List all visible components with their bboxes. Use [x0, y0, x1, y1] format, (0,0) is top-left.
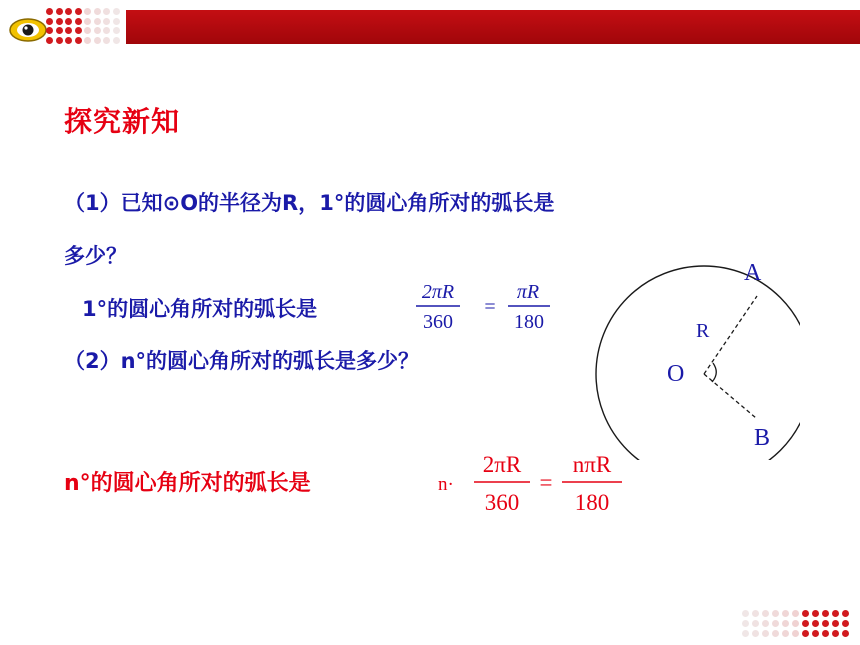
decorative-dot — [812, 610, 819, 617]
formula-2-numerator-1: 2πR — [482, 452, 522, 477]
decorative-dot — [752, 610, 759, 617]
decorative-dot — [113, 37, 120, 44]
decorative-dot — [65, 18, 72, 25]
angle-arc — [712, 363, 716, 382]
decorative-dot — [822, 620, 829, 627]
decorative-dot — [94, 8, 101, 15]
decorative-dot — [113, 27, 120, 34]
decorative-dot — [802, 620, 809, 627]
radius-to-b — [704, 374, 756, 418]
decorative-dot — [94, 27, 101, 34]
question-1-line-2: 多少？ — [64, 244, 127, 268]
decorative-dot — [742, 630, 749, 637]
decorative-dot — [772, 620, 779, 627]
decorative-dot — [103, 37, 110, 44]
decorative-dot — [842, 610, 849, 617]
decorative-dot — [782, 620, 789, 627]
decorative-dot — [46, 8, 53, 15]
decorative-dot — [75, 27, 82, 34]
decorative-dot — [56, 18, 63, 25]
decorative-dot — [65, 8, 72, 15]
decorative-dot — [762, 610, 769, 617]
decorative-dot — [812, 630, 819, 637]
answer-1-formula — [408, 276, 558, 336]
header-banner — [126, 10, 860, 44]
decorative-dot — [842, 620, 849, 627]
radius-label: R — [696, 320, 710, 342]
decorative-dot — [832, 630, 839, 637]
decorative-dot — [84, 8, 91, 15]
decorative-dot — [46, 18, 53, 25]
question-2: （2）n°的圆心角所对的弧长是多少？ — [64, 349, 420, 373]
formula-1-numerator-1: 2πR — [421, 281, 455, 303]
decorative-dot — [792, 620, 799, 627]
formula-2-prefix: n· — [438, 474, 454, 495]
decorative-dot — [742, 610, 749, 617]
point-b-label: B — [754, 425, 771, 451]
decorative-dot — [56, 37, 63, 44]
decorative-dot — [762, 620, 769, 627]
answer-2-label: n°的圆心角所对的弧长是 — [64, 471, 311, 496]
decorative-dot — [46, 37, 53, 44]
formula-1-denominator-2: 180 — [514, 311, 544, 333]
decorative-dot — [75, 8, 82, 15]
eye-logo-icon — [8, 16, 48, 44]
section-title: 探究新知 — [64, 105, 181, 138]
decorative-dot — [812, 620, 819, 627]
decorative-dot — [752, 630, 759, 637]
decorative-dot — [75, 18, 82, 25]
radius-to-a — [704, 296, 757, 374]
decorative-dot — [822, 610, 829, 617]
decorative-dot — [113, 8, 120, 15]
formula-1-equals: = — [484, 296, 496, 318]
decorative-dot — [772, 630, 779, 637]
decorative-dot — [75, 37, 82, 44]
formula-2-numerator-2: nπR — [572, 452, 612, 477]
decorative-dot — [94, 37, 101, 44]
decorative-dot — [56, 8, 63, 15]
decorative-dot — [113, 18, 120, 25]
decorative-dot — [802, 630, 809, 637]
decorative-dot — [752, 620, 759, 627]
decorative-dot — [46, 27, 53, 34]
decorative-dot — [84, 18, 91, 25]
decorative-dot — [103, 27, 110, 34]
decorative-dot — [103, 8, 110, 15]
decorative-dot — [792, 610, 799, 617]
decorative-dot — [792, 630, 799, 637]
decorative-dot — [94, 18, 101, 25]
decorative-dot — [782, 630, 789, 637]
decorative-dot — [56, 27, 63, 34]
decorative-dot — [802, 610, 809, 617]
decorative-dot — [84, 27, 91, 34]
formula-2-denominator-1: 360 — [484, 490, 520, 515]
answer-1-label: 1°的圆心角所对的弧长是 — [82, 297, 318, 321]
decorative-dot — [762, 630, 769, 637]
decorative-dot — [103, 18, 110, 25]
decorative-dot — [832, 620, 839, 627]
decorative-dot — [742, 620, 749, 627]
circle-diagram — [580, 245, 800, 460]
center-label: O — [667, 361, 685, 387]
decorative-dot — [842, 630, 849, 637]
decorative-dot — [782, 610, 789, 617]
decorative-dot — [822, 630, 829, 637]
question-1-line-1: （1）已知⊙O的半径为R，1°的圆心角所对的弧长是 — [64, 191, 555, 215]
decorative-dot — [84, 37, 91, 44]
formula-1-denominator-1: 360 — [423, 311, 453, 333]
formula-2-denominator-2: 180 — [574, 490, 610, 515]
formula-2-equals: = — [539, 470, 553, 495]
decorative-dot — [65, 27, 72, 34]
decorative-dot — [65, 37, 72, 44]
point-a-label: A — [744, 260, 762, 286]
formula-1-numerator-2: πR — [516, 281, 540, 303]
decorative-dot — [832, 610, 839, 617]
decorative-dot — [772, 610, 779, 617]
